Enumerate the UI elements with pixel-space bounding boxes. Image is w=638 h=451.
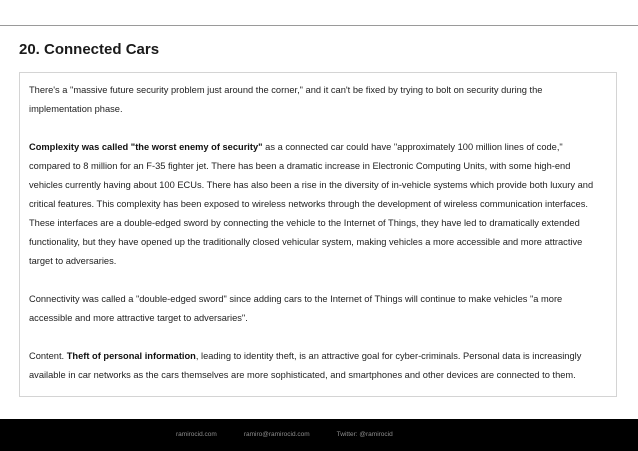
paragraph-content-prefix: Content.	[29, 351, 67, 361]
complexity-emphasis: Complexity was called "the worst enemy of security"	[29, 142, 263, 152]
paragraph-complexity	[29, 138, 602, 271]
footer-email-link[interactable]: ramiro@ramirocid.com	[243, 431, 310, 438]
theft-emphasis: Theft of personal information	[66, 351, 196, 361]
paragraph-intro	[29, 81, 602, 119]
paragraph-intro-text: There's a "massive future security problem just around the corner," and it can't be fixed by trying to bolt on security during the implementation phase.	[29, 85, 543, 114]
footer-website-link[interactable]: ramirocid.com	[176, 431, 217, 438]
content-box	[19, 72, 617, 397]
top-divider	[0, 25, 638, 26]
paragraph-content-text: , leading to identity theft, is an attractive goal for cyber-criminals. Personal data is increasingly available in car networks as the cars themselves are more sophisticated, and smartphones and other devices are connected to them.	[29, 351, 582, 380]
paragraph-complexity-text: as a connected car could have "approximately 100 million lines of code," compared to 8 million for an F-35 fighter jet. There has been a dramatic increase in Electronic Computing Units, with some high-end vehicles currently having about 100 ECUs. There has also been a rise in the diversity of in-vehicle systems which provide both luxury and critical features. This complexity has been exposed to wireless networks through the development of wireless communication interfaces. These interfaces are a double-edged sword by connecting the vehicle to the Internet of Things, they have led to dramatically extended functionality, but they have opened up the traditionally closed vehicular system, making vehicles a more accessible and more attractive target to adversaries.	[29, 142, 594, 266]
paragraph-connectivity	[29, 290, 602, 328]
paragraph-connectivity-text: Connectivity was called a "double-edged sword" since adding cars to the Internet of Things will continue to make vehicles "a more accessible and more attractive target to adversaries".	[29, 294, 563, 323]
footer-bar	[0, 419, 638, 451]
footer-links	[176, 430, 393, 440]
footer-twitter-link[interactable]: Twitter: @ramirocid	[336, 431, 393, 438]
slide-title: 20. Connected Cars	[19, 41, 160, 58]
paragraph-content	[29, 347, 602, 385]
